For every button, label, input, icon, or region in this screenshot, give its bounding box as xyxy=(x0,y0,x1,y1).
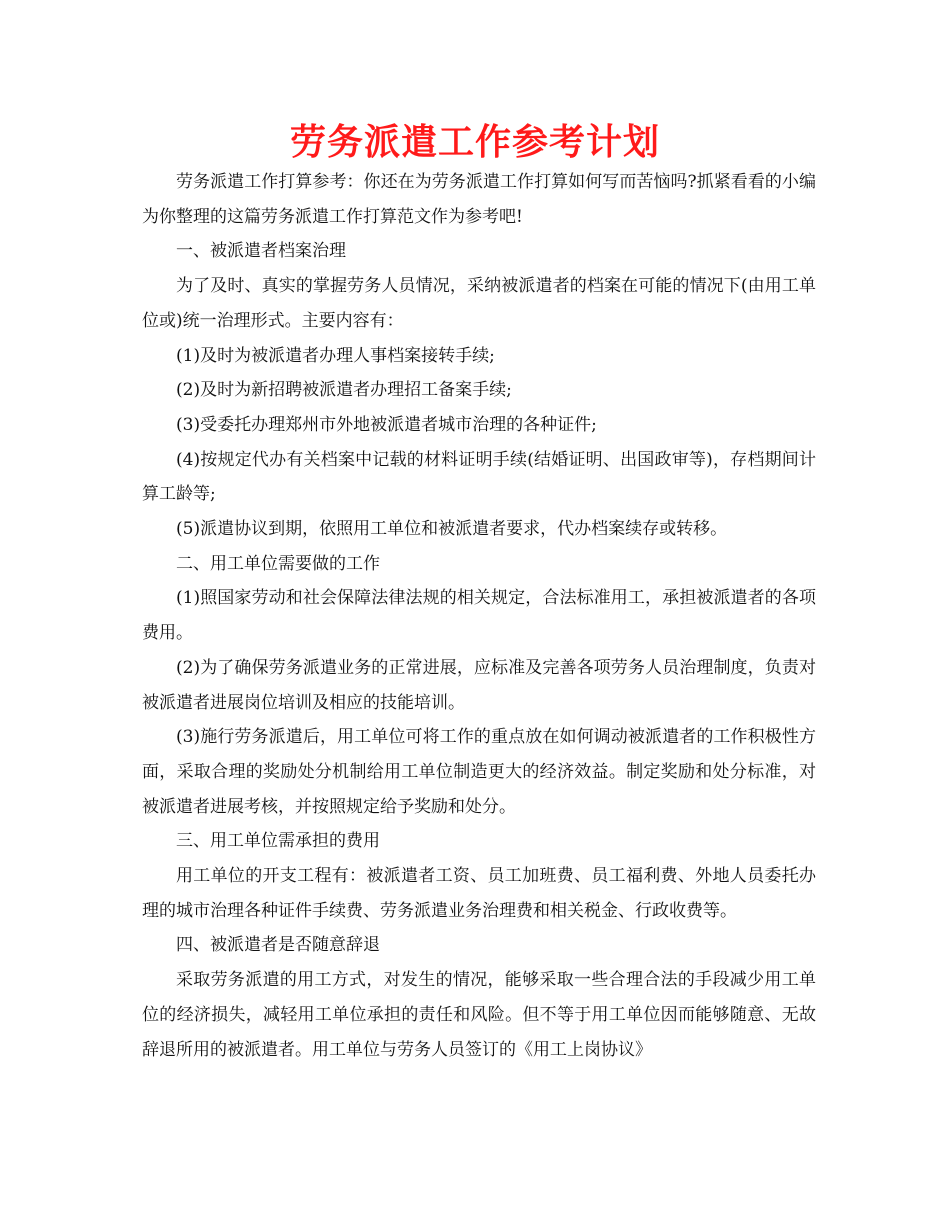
paragraph-dismissal: 采取劳务派遣的用工方式，对发生的情况，能够采取一些合理合法的手段减少用工单位的经济损失，减轻用工单位承担的责任和风险。但不等于用工单位因而能够随意、无故辞退所用的被派遣者。用工单位与劳务人员签订的《用工上岗协议》 xyxy=(142,970,816,1060)
list-item-archive-2: (2)及时为新招聘被派遣者办理招工备案手续; xyxy=(176,380,512,401)
list-item-archive-5: (5)派遣协议到期，依照用工单位和被派遣者要求，代办档案续存或转移。 xyxy=(176,519,728,540)
list-item-employer-1: (1)照国家劳动和社会保障法律法规的相关规定，合法标准用工，承担被派遣者的各项费用。 xyxy=(142,588,816,644)
section-heading-dismissal: 四、被派遣者是否随意辞退 xyxy=(176,935,380,956)
section-heading-archive-management: 一、被派遣者档案治理 xyxy=(176,241,346,262)
document-title: 劳务派遣工作参考计划 xyxy=(289,122,660,163)
list-item-archive-4: (4)按规定代办有关档案中记载的材料证明手续(结婚证明、出国政审等)，存档期间计算工龄等; xyxy=(142,449,816,505)
paragraph-archive-overview: 为了及时、真实的掌握劳务人员情况，采纳被派遣者的档案在可能的情况下(由用工单位或)统一治理形式。主要内容有： xyxy=(142,276,816,331)
paragraph-employer-costs: 用工单位的开支工程有：被派遣者工资、员工加班费、员工福利费、外地人员委托办理的城市治理各种证件手续费、劳务派遣业务治理费和相关税金、行政收费等。 xyxy=(142,866,816,921)
list-item-archive-3: (3)受委托办理郑州市外地被派遣者城市治理的各种证件; xyxy=(176,414,597,435)
section-heading-employer-work: 二、用工单位需要做的工作 xyxy=(176,553,380,574)
list-item-employer-2: (2)为了确保劳务派遣业务的正常进展，应标准及完善各项劳务人员治理制度，负责对被派遣者进展岗位培训及相应的技能培训。 xyxy=(142,657,816,713)
paragraph-intro: 劳务派遣工作打算参考：你还在为劳务派遣工作打算如何写而苦恼吗?抓紧看看的小编为你整理的这篇劳务派遣工作打算范文作为参考吧! xyxy=(142,172,816,227)
list-item-archive-1: (1)及时为被派遣者办理人事档案接转手续; xyxy=(176,345,495,366)
list-item-employer-3: (3)施行劳务派遣后，用工单位可将工作的重点放在如何调动被派遣者的工作积极性方面，采取合理的奖励处分机制给用工单位制造更大的经济效益。制定奖励和处分标准，对被派遣者进展考核，并按照规定给予奖励和处分。 xyxy=(142,727,816,817)
document-body xyxy=(142,165,816,1067)
section-heading-employer-costs: 三、用工单位需承担的费用 xyxy=(176,831,380,852)
